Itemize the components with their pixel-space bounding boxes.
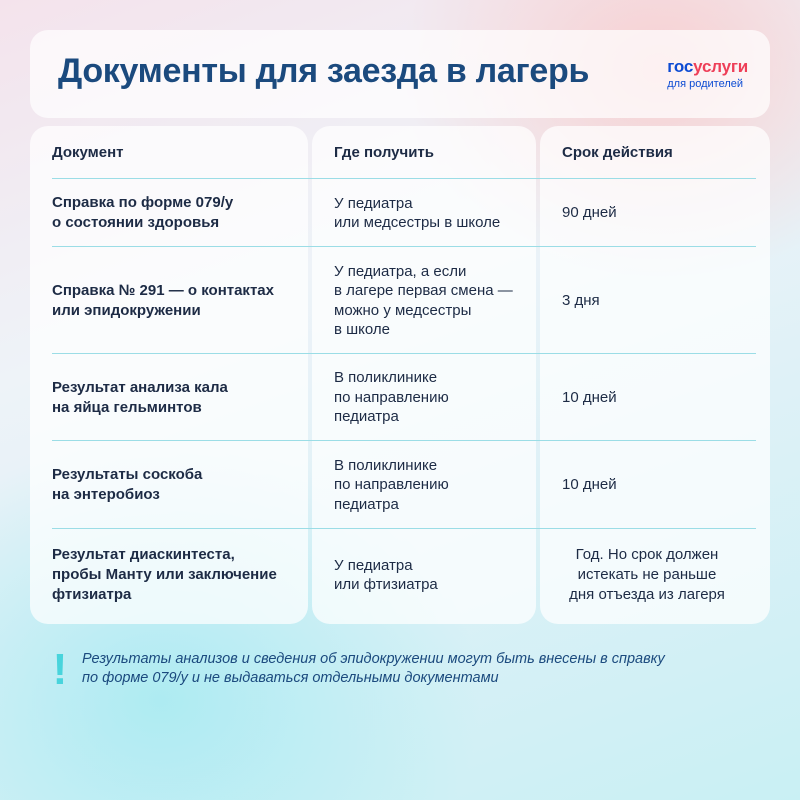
logo-text-uslugi: услуги bbox=[693, 57, 748, 76]
gosuslugi-logo bbox=[667, 58, 748, 90]
table-row bbox=[30, 529, 770, 621]
row-document: Справка № 291 — о контактах или эпидокружении bbox=[52, 281, 274, 319]
row-document: Результаты соскоба на энтеробиоз bbox=[52, 466, 203, 503]
row-validity: Год. Но срок должен истекать не раньше дня отъезда из лагеря bbox=[569, 546, 725, 603]
table-row bbox=[30, 354, 770, 441]
row-where: У педиатра или медсестры в школе bbox=[334, 194, 501, 231]
row-where: У педиатра или фтизиатра bbox=[334, 556, 438, 593]
row-validity: 3 дня bbox=[562, 291, 600, 309]
header-validity: Срок действия bbox=[562, 143, 673, 161]
row-validity: 90 дней bbox=[562, 204, 617, 221]
footnote bbox=[52, 645, 752, 694]
table-row bbox=[30, 179, 770, 247]
row-document: Результат диаскинтеста, пробы Манту или заключение фтизиатра bbox=[52, 546, 277, 603]
row-validity: 10 дней bbox=[562, 388, 617, 406]
row-validity: 10 дней bbox=[562, 476, 617, 493]
page-title: Документы для заезда в лагерь bbox=[58, 52, 590, 90]
table-row bbox=[30, 247, 770, 354]
header-card bbox=[30, 30, 770, 118]
header-document: Документ bbox=[52, 143, 124, 161]
header-where: Где получить bbox=[334, 143, 434, 161]
logo-subtitle: для родителей bbox=[667, 78, 744, 90]
footnote-text: Результаты анализов и сведения об эпидокружении могут быть внесены в справку по форме 079/у и не выдаваться отдельными документами bbox=[82, 651, 665, 686]
row-where: В поликлинике по направлению педиатра bbox=[334, 369, 449, 426]
logo-text-gos: гос bbox=[667, 57, 694, 76]
table-header-row bbox=[30, 126, 770, 179]
row-where: У педиатра, а если в лагере первая смена — можно у медсестры в школе bbox=[334, 262, 513, 338]
row-document: Справка по форме 079/у о состоянии здоровья bbox=[52, 194, 234, 231]
table-row bbox=[30, 441, 770, 529]
row-document: Результат анализа кала на яйца гельминтов bbox=[52, 378, 228, 416]
documents-table bbox=[30, 126, 770, 621]
row-where: В поликлинике по направлению педиатра bbox=[334, 456, 449, 513]
exclamation-icon: ! bbox=[52, 645, 68, 694]
